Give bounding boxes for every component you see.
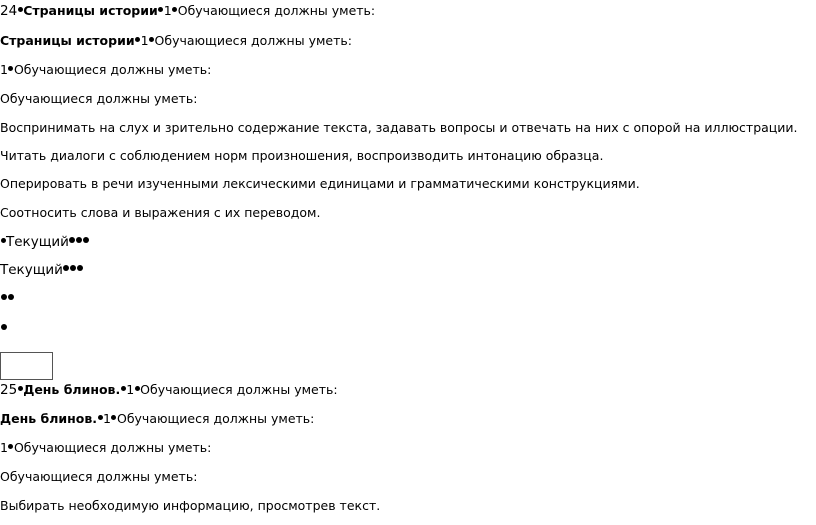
- lesson-sub-number: 1: [140, 33, 149, 48]
- bullet-icon: [69, 237, 75, 243]
- lesson-title: День блинов.: [23, 382, 121, 397]
- lesson-number: 24: [0, 3, 18, 19]
- bullet-icon: [172, 7, 177, 12]
- status-line: [0, 234, 90, 250]
- lesson-25-header-line: [0, 382, 338, 398]
- objective-item: Воспринимать на слух и зрительно содержание текста, задавать вопросы и отвечать на них с опорой на иллюстрации.: [0, 120, 798, 135]
- lesson-sub-number: 1: [126, 382, 135, 397]
- bullet-icon: [1, 324, 7, 330]
- lesson-24-header-line: [0, 3, 375, 19]
- lesson-25-objective-heading: Обучающиеся должны уметь:: [0, 469, 198, 484]
- lesson-24-title-line: [0, 33, 352, 49]
- bullet-icon: [121, 386, 126, 391]
- bullet-icon: [1, 238, 6, 243]
- bullet-icon: [18, 7, 23, 12]
- bullet-icon: [111, 415, 116, 420]
- bullet-icon: [8, 66, 13, 71]
- bullet-icon: [8, 294, 14, 300]
- lesson-24-subnumber-line: [0, 62, 211, 78]
- objective-heading: Обучающиеся должны уметь:: [13, 440, 212, 455]
- bullet-icon: [98, 415, 103, 420]
- objective-item: Выбирать необходимую информацию, просмотрев текст.: [0, 498, 381, 513]
- bullet-single-line: [0, 321, 7, 337]
- objective-item: Читать диалоги с соблюдением норм произношения, воспроизводить интонацию образца.: [0, 148, 604, 163]
- bullet-icon: [135, 37, 140, 42]
- bullet-icon: [135, 386, 140, 391]
- bullet-icon: [83, 237, 89, 243]
- lesson-title: Страницы истории: [0, 33, 135, 48]
- bullet-icon: [63, 265, 69, 271]
- bullet-icon: [76, 237, 82, 243]
- lesson-sub-number: 1: [163, 3, 172, 18]
- bullet-icon: [18, 386, 23, 391]
- lesson-sub-number: 1: [0, 62, 8, 77]
- bullet-pair-line: [0, 291, 14, 307]
- status-label: Текущий: [0, 262, 63, 278]
- lesson-sub-number: 1: [103, 411, 111, 426]
- objective-heading: Обучающиеся должны уметь:: [13, 62, 212, 77]
- objective-item: Оперировать в речи изученными лексическими единицами и грамматическими конструкциями.: [0, 176, 640, 191]
- objective-heading: Обучающиеся должны уметь:: [140, 382, 338, 397]
- bullet-icon: [70, 265, 76, 271]
- lesson-25-title-line: [0, 411, 314, 427]
- status-line-2: [0, 262, 84, 278]
- lesson-sub-number: 1: [0, 440, 8, 455]
- lesson-title: Страницы истории: [23, 3, 158, 18]
- bullet-icon: [8, 444, 13, 449]
- lesson-25-subnumber-line: [0, 440, 211, 456]
- bullet-icon: [1, 294, 7, 300]
- status-label: Текущий: [6, 234, 69, 250]
- bullet-icon: [158, 7, 163, 12]
- lesson-title: День блинов.: [0, 411, 98, 426]
- bullet-icon: [77, 265, 83, 271]
- objective-heading: Обучающиеся должны уметь:: [116, 411, 315, 426]
- objective-heading: Обучающиеся должны уметь:: [177, 3, 376, 18]
- objective-item: Соотносить слова и выражения с их переводом.: [0, 205, 321, 220]
- objective-heading: Обучающиеся должны уметь:: [154, 33, 352, 48]
- lesson-number: 25: [0, 382, 18, 398]
- empty-text-box[interactable]: [0, 352, 53, 380]
- bullet-icon: [149, 37, 154, 42]
- lesson-24-objective-heading: Обучающиеся должны уметь:: [0, 91, 198, 106]
